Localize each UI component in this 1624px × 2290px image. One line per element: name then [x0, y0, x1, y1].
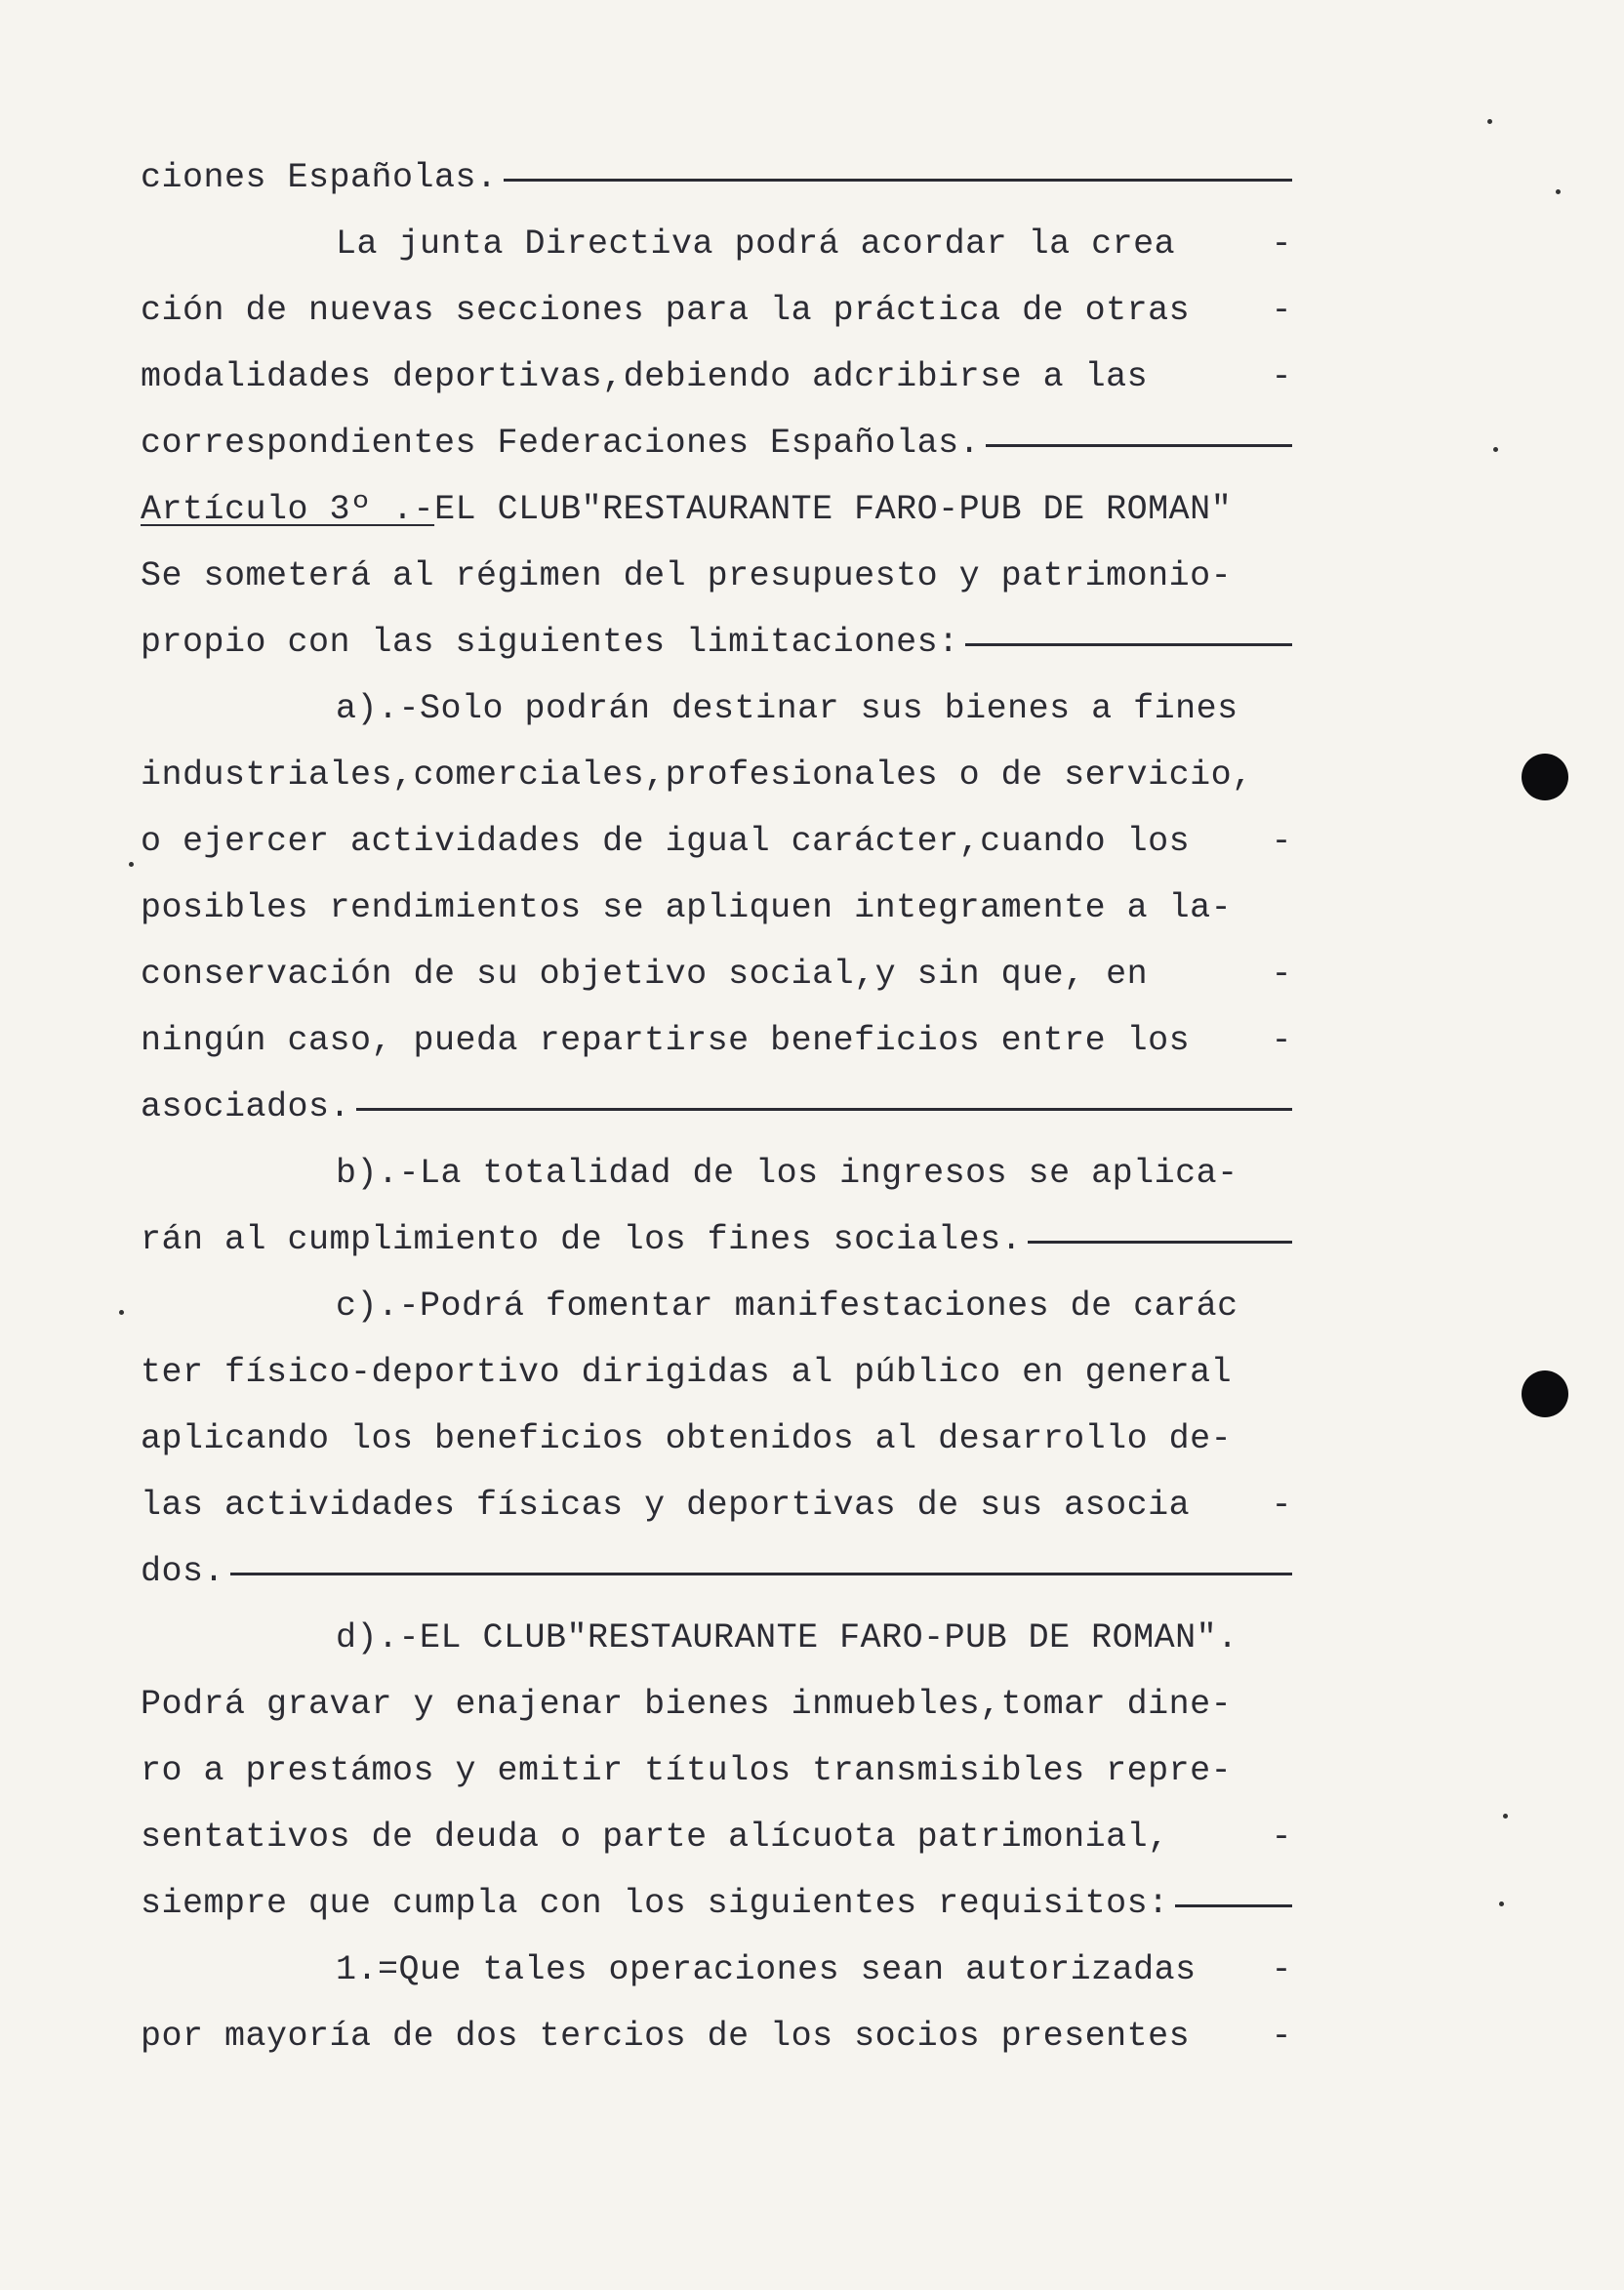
line-text: rán al cumplimiento de los fines sociales. [141, 1220, 1023, 1259]
line-text: propio con las siguientes limitaciones: [141, 623, 959, 662]
text-line [141, 748, 1292, 802]
line-fill-rule [230, 1573, 1292, 1575]
text-line [141, 1080, 1292, 1134]
line-text: Se someterá al régimen del presupuesto y patrimonio- [141, 556, 1233, 595]
line-text: ningún caso, pueda repartirse beneficios entre los [141, 1021, 1191, 1060]
line-end-dash: - [1271, 225, 1292, 264]
article-heading: Artículo 3º .- [141, 490, 435, 529]
ink-speck [1493, 447, 1498, 452]
text-line [336, 1279, 1292, 1333]
line-fill-rule [1028, 1241, 1292, 1244]
line-text: ción de nuevas secciones para la práctica de otras [141, 291, 1191, 330]
text-line [141, 1677, 1292, 1732]
line-end-dash: - [1271, 1486, 1292, 1525]
line-text: 1.=Que tales operaciones sean autorizadas [336, 1950, 1197, 1989]
text-line [141, 482, 1292, 537]
line-end-dash: - [1271, 2017, 1292, 2056]
text-line [141, 1876, 1292, 1931]
text-line [141, 549, 1292, 603]
line-text: dos. [141, 1552, 225, 1591]
line-text: ter físico-deportivo dirigidas al público en general [141, 1353, 1233, 1392]
line-text: EL CLUB"RESTAURANTE FARO-PUB DE ROMAN" [434, 490, 1233, 529]
line-fill-rule [356, 1108, 1292, 1111]
line-text: ro a prestámos y emitir títulos transmisibles repre- [141, 1751, 1233, 1790]
ink-speck [119, 1310, 124, 1315]
text-line [336, 1611, 1292, 1665]
line-end-dash: - [1271, 291, 1292, 330]
text-line [141, 880, 1292, 935]
text-line [336, 681, 1292, 736]
line-text: correspondientes Federaciones Españolas. [141, 424, 981, 463]
text-line [141, 1810, 1292, 1864]
line-fill-rule [1175, 1904, 1292, 1907]
text-line [141, 1411, 1292, 1466]
text-line [336, 217, 1292, 271]
line-fill-rule [504, 179, 1292, 182]
text-line [141, 947, 1292, 1002]
text-line [141, 814, 1292, 869]
line-text: La junta Directiva podrá acordar la crea [336, 225, 1176, 264]
punch-hole-top [1522, 754, 1568, 800]
text-line [141, 1544, 1292, 1599]
line-fill-rule [965, 643, 1292, 646]
text-line [336, 1942, 1292, 1997]
line-text: Podrá gravar y enajenar bienes inmuebles,tomar dine- [141, 1685, 1233, 1724]
text-line [336, 1146, 1292, 1201]
line-end-dash: - [1271, 822, 1292, 861]
line-end-dash: - [1271, 1021, 1292, 1060]
text-line [141, 1013, 1292, 1068]
line-text: por mayoría de dos tercios de los socios presentes [141, 2017, 1191, 2056]
line-text: aplicando los beneficios obtenidos al desarrollo de- [141, 1419, 1233, 1458]
text-line [141, 1478, 1292, 1533]
line-text: b).-La totalidad de los ingresos se aplica- [336, 1154, 1238, 1193]
line-text: sentativos de deuda o parte alícuota patrimonial, [141, 1818, 1169, 1857]
line-text: posibles rendimientos se apliquen integramente a la- [141, 888, 1233, 927]
text-line [141, 150, 1292, 205]
ink-speck [129, 862, 134, 867]
line-text: las actividades físicas y deportivas de sus asocia [141, 1486, 1191, 1525]
line-fill-rule [986, 444, 1292, 447]
line-end-dash: - [1271, 1950, 1292, 1989]
line-text: conservación de su objetivo social,y sin que, en [141, 955, 1149, 994]
line-text: c).-Podrá fomentar manifestaciones de carác [336, 1287, 1238, 1326]
ink-speck [1499, 1902, 1504, 1906]
line-end-dash: - [1271, 955, 1292, 994]
line-text: ciones Españolas. [141, 158, 498, 197]
line-end-dash: - [1271, 1818, 1292, 1857]
punch-hole-bottom [1522, 1370, 1568, 1417]
line-end-dash: - [1271, 357, 1292, 396]
line-text: d).-EL CLUB"RESTAURANTE FARO-PUB DE ROMAN". [336, 1618, 1238, 1657]
line-text: asociados. [141, 1087, 351, 1126]
line-text: a).-Solo podrán destinar sus bienes a fines [336, 689, 1238, 728]
ink-speck [1503, 1814, 1508, 1819]
line-text: siempre que cumpla con los siguientes requisitos: [141, 1884, 1169, 1923]
text-line [141, 1345, 1292, 1400]
line-text: modalidades deportivas,debiendo adcribirse a las [141, 357, 1149, 396]
text-line [141, 2009, 1292, 2064]
text-line [141, 615, 1292, 670]
text-line [141, 1212, 1292, 1267]
ink-speck [1487, 119, 1492, 124]
text-line [141, 349, 1292, 404]
line-text: industriales,comerciales,profesionales o de servicio, [141, 756, 1253, 795]
text-line [141, 1743, 1292, 1798]
text-line [141, 416, 1292, 470]
ink-speck [1556, 189, 1561, 194]
text-line [141, 283, 1292, 338]
line-text: o ejercer actividades de igual carácter,cuando los [141, 822, 1191, 861]
